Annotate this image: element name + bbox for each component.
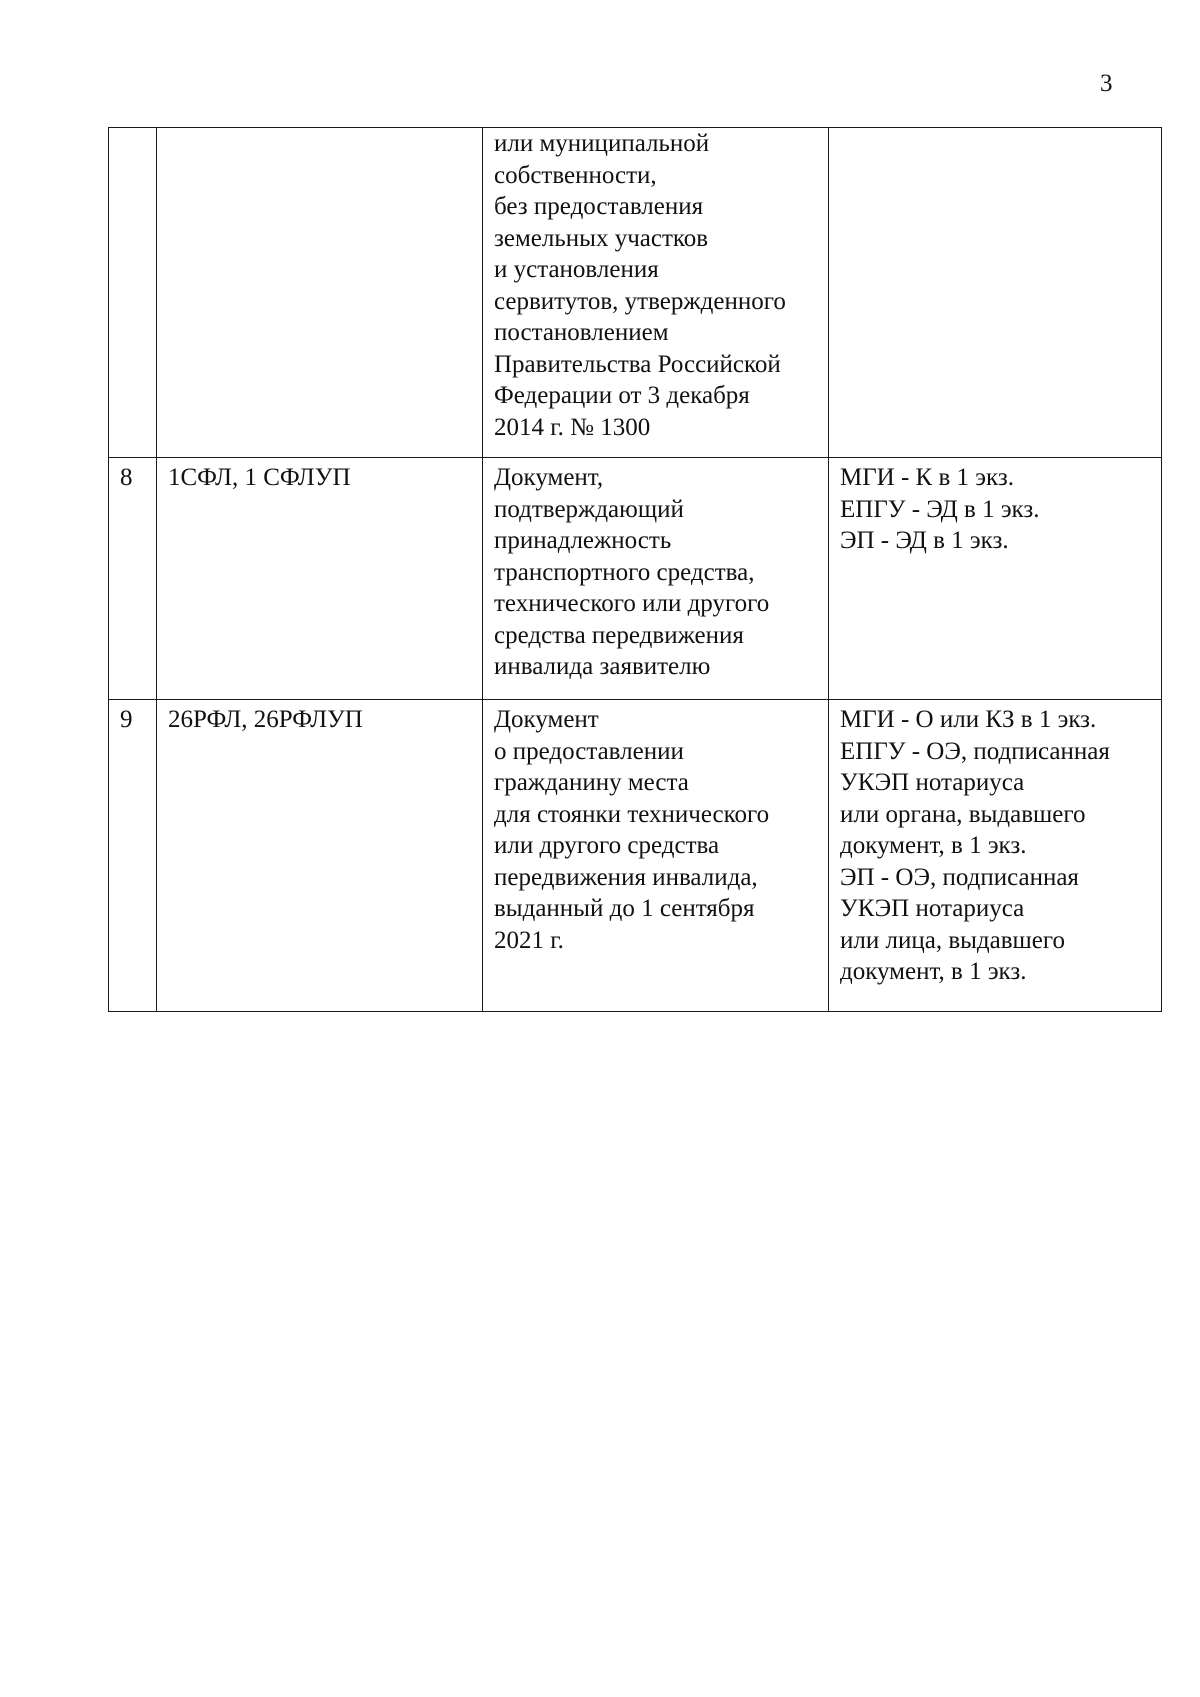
page-number: 3 bbox=[1100, 70, 1113, 97]
form-line: МГИ - К в 1 экз. bbox=[840, 464, 1014, 491]
document-line: земельных участков bbox=[494, 224, 709, 252]
document-line: технического или другого bbox=[494, 590, 770, 617]
document-line: без предоставления bbox=[494, 193, 704, 220]
documents-table bbox=[108, 127, 1162, 1012]
form-line: или органа, выдавшего bbox=[840, 800, 1086, 828]
code-cell: 1СФЛ, 1 СФЛУП bbox=[157, 458, 483, 700]
document-line: подтверждающий bbox=[494, 495, 684, 523]
row-number-cell bbox=[109, 128, 157, 458]
document-line: инвалида заявителю bbox=[494, 653, 711, 680]
document-line: сервитутов, утвержденного bbox=[494, 287, 786, 315]
document-line: о предоставлении bbox=[494, 737, 684, 765]
document-line: 2014 г. № 1300 bbox=[494, 413, 651, 441]
form-line: ЕПГУ - ЭД в 1 экз. bbox=[840, 495, 1040, 523]
document-cell bbox=[483, 458, 829, 700]
document-line: Правительства Российской bbox=[494, 350, 781, 378]
table-row bbox=[109, 458, 1162, 700]
document-line: собственности, bbox=[494, 161, 657, 189]
form-line: УКЭП нотариуса bbox=[840, 769, 1025, 796]
form-line: документ, в 1 экз. bbox=[840, 832, 1027, 859]
form-cell bbox=[829, 128, 1162, 458]
document-line: или муниципальной bbox=[494, 130, 710, 157]
document-line: передвижения инвалида, bbox=[494, 863, 758, 891]
code-cell bbox=[157, 128, 483, 458]
form-line: ЭП - ОЭ, подписанная bbox=[840, 863, 1079, 891]
document-line: для стоянки технического bbox=[494, 800, 770, 828]
form-line: документ, в 1 экз. bbox=[840, 958, 1027, 985]
row-number-cell: 8 bbox=[109, 458, 157, 700]
form-line: или лица, выдавшего bbox=[840, 926, 1066, 954]
document-line: Документ bbox=[494, 706, 599, 733]
document-line: Документ, bbox=[494, 464, 604, 491]
form-line: МГИ - О или КЗ в 1 экз. bbox=[840, 706, 1097, 733]
row-number-cell: 9 bbox=[109, 700, 157, 1012]
document-line: средства передвижения bbox=[494, 621, 744, 649]
document-line: принадлежность bbox=[494, 527, 672, 554]
code-cell: 26РФЛ, 26РФЛУП bbox=[157, 700, 483, 1012]
form-cell bbox=[829, 700, 1162, 1012]
document-line: Федерации от 3 декабря bbox=[494, 382, 750, 409]
table-row bbox=[109, 700, 1162, 1012]
form-line: ЭП - ЭД в 1 экз. bbox=[840, 527, 1009, 554]
document-line: 2021 г. bbox=[494, 926, 564, 954]
document-line: постановлением bbox=[494, 319, 669, 346]
document-line: и установления bbox=[494, 256, 659, 283]
form-line: УКЭП нотариуса bbox=[840, 895, 1025, 922]
document-cell bbox=[483, 128, 829, 458]
document-cell bbox=[483, 700, 829, 1012]
table-row bbox=[109, 128, 1162, 458]
document-line: выданный до 1 сентября bbox=[494, 895, 755, 922]
document-line: гражданину места bbox=[494, 769, 689, 796]
form-line: ЕПГУ - ОЭ, подписанная bbox=[840, 737, 1110, 765]
document-line: транспортного средства, bbox=[494, 558, 755, 586]
form-cell bbox=[829, 458, 1162, 700]
document-line: или другого средства bbox=[494, 832, 720, 859]
